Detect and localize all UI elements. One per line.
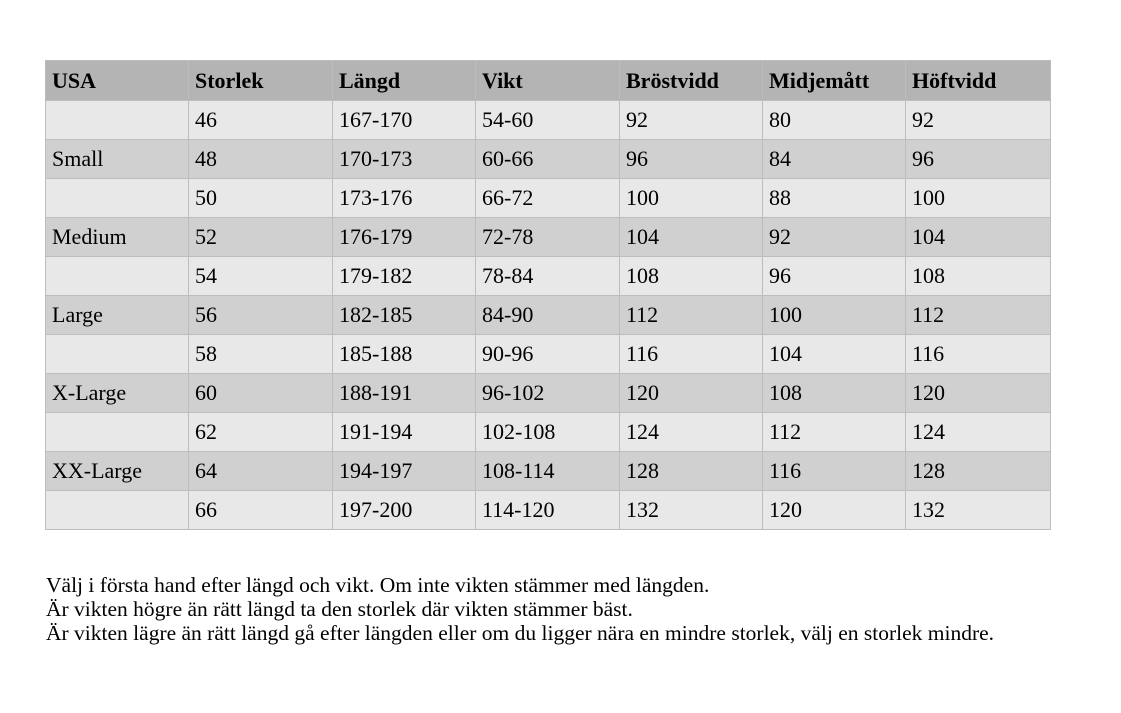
cell-usa-size [46, 413, 189, 452]
cell-midjematt: 96 [763, 257, 906, 296]
cell-langd: 182-185 [333, 296, 476, 335]
cell-langd: 188-191 [333, 374, 476, 413]
cell-hoftvidd: 104 [906, 218, 1051, 257]
cell-midjematt: 88 [763, 179, 906, 218]
cell-brostvidd: 132 [620, 491, 763, 530]
cell-brostvidd: 112 [620, 296, 763, 335]
cell-storlek: 64 [189, 452, 333, 491]
cell-vikt: 54-60 [476, 101, 620, 140]
table-row [46, 140, 1051, 179]
cell-vikt: 84-90 [476, 296, 620, 335]
cell-hoftvidd: 108 [906, 257, 1051, 296]
cell-storlek: 54 [189, 257, 333, 296]
cell-vikt: 66-72 [476, 179, 620, 218]
cell-hoftvidd: 96 [906, 140, 1051, 179]
cell-hoftvidd: 100 [906, 179, 1051, 218]
header-langd: Längd [333, 61, 476, 101]
table-row [46, 179, 1051, 218]
header-vikt: Vikt [476, 61, 620, 101]
header-midjematt: Midjemått [763, 61, 906, 101]
note-line-2: Är vikten högre än rätt längd ta den storlek där vikten stämmer bäst. [46, 597, 633, 621]
cell-storlek: 60 [189, 374, 333, 413]
header-hoftvidd: Höftvidd [906, 61, 1051, 101]
cell-usa-size [46, 335, 189, 374]
header-usa: USA [46, 61, 189, 101]
size-chart-table [45, 60, 1051, 530]
cell-storlek: 48 [189, 140, 333, 179]
cell-brostvidd: 92 [620, 101, 763, 140]
cell-hoftvidd: 128 [906, 452, 1051, 491]
cell-brostvidd: 128 [620, 452, 763, 491]
cell-brostvidd: 104 [620, 218, 763, 257]
note-line-3: Är vikten lägre än rätt längd gå efter längden eller om du ligger nära en mindre storlek, välj en storlek mindre. [46, 621, 995, 645]
cell-langd: 170-173 [333, 140, 476, 179]
cell-storlek: 66 [189, 491, 333, 530]
cell-vikt: 96-102 [476, 374, 620, 413]
sizing-notes [46, 573, 1046, 645]
cell-brostvidd: 116 [620, 335, 763, 374]
table-row [46, 101, 1051, 140]
cell-hoftvidd: 132 [906, 491, 1051, 530]
cell-midjematt: 80 [763, 101, 906, 140]
cell-vikt: 90-96 [476, 335, 620, 374]
cell-usa-size: Small [46, 140, 189, 179]
cell-usa-size [46, 257, 189, 296]
cell-brostvidd: 100 [620, 179, 763, 218]
cell-storlek: 56 [189, 296, 333, 335]
cell-langd: 176-179 [333, 218, 476, 257]
cell-hoftvidd: 92 [906, 101, 1051, 140]
cell-vikt: 114-120 [476, 491, 620, 530]
table-header-row [46, 61, 1051, 101]
table-row [46, 413, 1051, 452]
cell-usa-size: Medium [46, 218, 189, 257]
cell-brostvidd: 108 [620, 257, 763, 296]
cell-usa-size [46, 491, 189, 530]
cell-midjematt: 112 [763, 413, 906, 452]
cell-storlek: 62 [189, 413, 333, 452]
table-row [46, 257, 1051, 296]
cell-midjematt: 116 [763, 452, 906, 491]
cell-brostvidd: 96 [620, 140, 763, 179]
table-row [46, 335, 1051, 374]
cell-storlek: 50 [189, 179, 333, 218]
cell-langd: 173-176 [333, 179, 476, 218]
cell-midjematt: 84 [763, 140, 906, 179]
cell-usa-size [46, 179, 189, 218]
cell-midjematt: 108 [763, 374, 906, 413]
cell-vikt: 78-84 [476, 257, 620, 296]
cell-midjematt: 104 [763, 335, 906, 374]
header-brostvidd: Bröstvidd [620, 61, 763, 101]
cell-vikt: 60-66 [476, 140, 620, 179]
cell-langd: 167-170 [333, 101, 476, 140]
cell-langd: 185-188 [333, 335, 476, 374]
cell-brostvidd: 124 [620, 413, 763, 452]
cell-storlek: 58 [189, 335, 333, 374]
note-line-1: Välj i första hand efter längd och vikt. Om inte vikten stämmer med längden. [46, 573, 710, 597]
table-row [46, 491, 1051, 530]
cell-usa-size: X-Large [46, 374, 189, 413]
cell-hoftvidd: 116 [906, 335, 1051, 374]
cell-storlek: 52 [189, 218, 333, 257]
cell-hoftvidd: 124 [906, 413, 1051, 452]
cell-midjematt: 92 [763, 218, 906, 257]
cell-hoftvidd: 112 [906, 296, 1051, 335]
cell-usa-size: Large [46, 296, 189, 335]
table-row [46, 218, 1051, 257]
cell-midjematt: 100 [763, 296, 906, 335]
cell-langd: 179-182 [333, 257, 476, 296]
cell-langd: 197-200 [333, 491, 476, 530]
cell-langd: 194-197 [333, 452, 476, 491]
cell-vikt: 72-78 [476, 218, 620, 257]
cell-vikt: 102-108 [476, 413, 620, 452]
cell-midjematt: 120 [763, 491, 906, 530]
table-row [46, 452, 1051, 491]
table-row [46, 296, 1051, 335]
header-storlek: Storlek [189, 61, 333, 101]
cell-vikt: 108-114 [476, 452, 620, 491]
cell-brostvidd: 120 [620, 374, 763, 413]
cell-hoftvidd: 120 [906, 374, 1051, 413]
table-row [46, 374, 1051, 413]
cell-usa-size: XX-Large [46, 452, 189, 491]
table-body [46, 101, 1051, 530]
cell-usa-size [46, 101, 189, 140]
cell-langd: 191-194 [333, 413, 476, 452]
cell-storlek: 46 [189, 101, 333, 140]
